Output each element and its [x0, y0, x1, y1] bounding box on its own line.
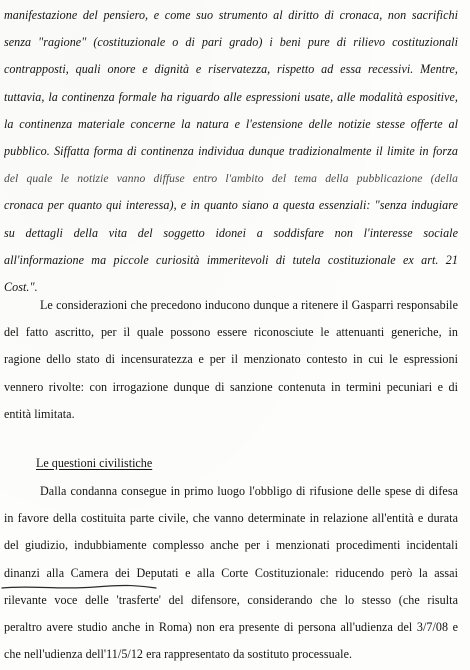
text-line: Dalla condanna consegue in primo luogo l'obbligo di rifusione delle spese di difesa: [40, 484, 458, 498]
text-line: pubblico. Siffatta forma di continenza individua dunque tradizionalmente il limite in forza: [4, 143, 458, 158]
text-line: del fatto ascritto, per il quale possono essere riconosciute le attenuanti generiche, in: [4, 325, 458, 340]
text-line: che nell'udienza dell'11/5/12 era rappresentato da sostituto processuale.: [4, 647, 353, 662]
text-line: senza "ragione" (costituzionale o di pari grado) i beni pure di rilievo costituzionali: [4, 35, 458, 50]
civil-issues-paragraph: [4, 478, 458, 668]
text-line: la continenza materiale concerne la natura e l'estensione delle notizie stesse offerte al: [4, 116, 458, 131]
text-line: all'informazione ma piccole curiosità immeritevoli di tutela costituzionale ex art. 21: [4, 252, 458, 267]
text-line: rilevante voce delle 'trasferte' del difensore, considerando che lo stesso (che risulta: [4, 592, 458, 607]
text-line: del giudizio, indubbiamente complesso anche per i menzionati procedimenti incidentali: [4, 538, 458, 553]
text-line: vennero rivolte: con irrogazione dunque di sanzione contenuta in termini pecuniari e di: [4, 379, 458, 394]
section-heading: Le questioni civilistiche: [36, 456, 153, 470]
text-line: peraltro avere studio anche in Roma) non era presente di persona all'udienza del 3/7/08 e: [4, 619, 458, 634]
text-line: contrapposti, quali onore e dignità e riservatezza, rispetto ad essa recessivi. Mentre,: [4, 62, 458, 77]
text-line: manifestazione del pensiero, e come suo strumento al diritto di cronaca, non sacrifichi: [4, 8, 458, 22]
text-line: tuttavia, la continenza formale ha riguardo alle espressioni usate, alle modalità espositive,: [4, 89, 458, 104]
text-line: del quale le notizie vanno diffuse entro l'ambito del tema della pubblicazione (della: [4, 172, 458, 186]
text-line: Le considerazioni che precedono inducono dunque a ritenere il Gasparri responsabile: [40, 298, 458, 312]
conclusion-paragraph: [4, 292, 458, 428]
quoted-passage: [4, 2, 458, 301]
text-line: Cost.".: [4, 279, 38, 294]
text-line: entità limitata.: [4, 406, 75, 421]
text-line: dinanzi alla Camera dei Deputati e alla Corte Costituzionale: riducendo però la assai: [4, 565, 458, 580]
text-line: su dettagli della vita del soggetto idonei a soddisfare non l'interesse sociale: [4, 225, 458, 240]
text-line: ragione dello stato di incensuratezza e per il menzionato contesto in cui le espressioni: [4, 352, 458, 367]
text-line: in favore della costituita parte civile, che vanno determinate in relazione all'entità e durata: [4, 511, 458, 526]
text-line: cronaca per quanto qui interessa), e in quanto siano a questa essenziali: "senza indugiare: [4, 198, 458, 213]
